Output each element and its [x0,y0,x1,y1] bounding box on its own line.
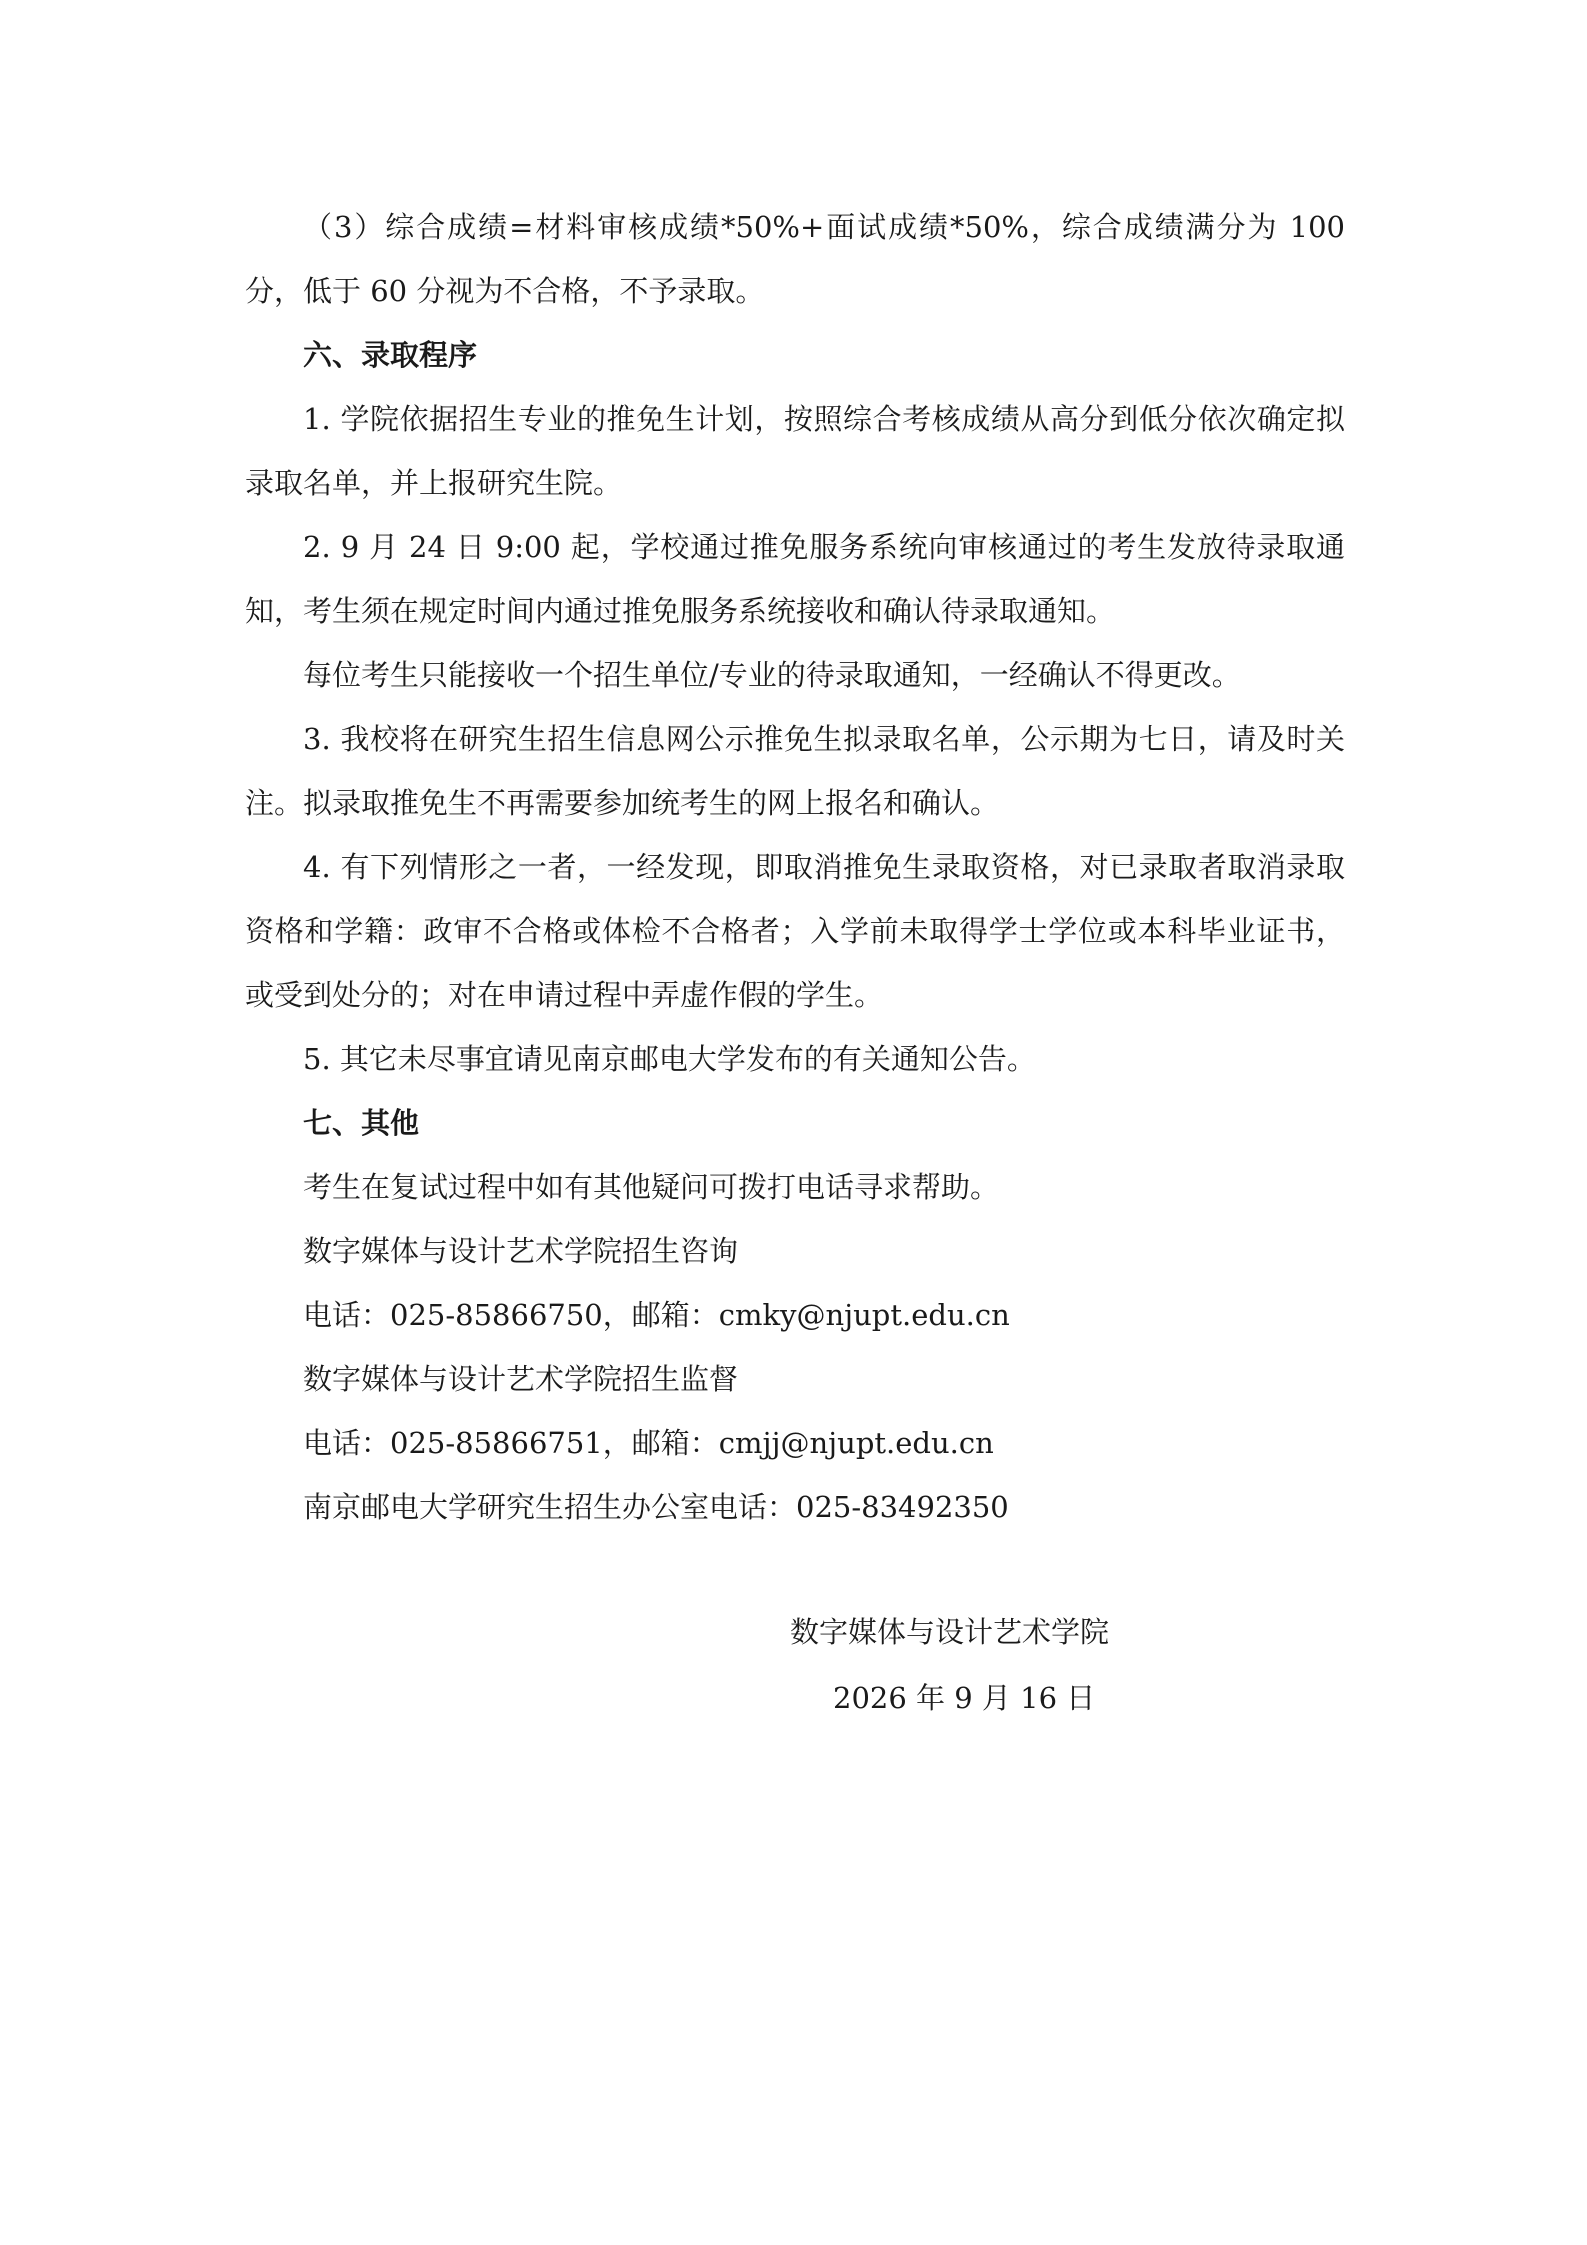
document-body [245,195,1345,1539]
section-heading-admission: 六、录取程序 [303,338,478,372]
admission-item-4: 4. 有下列情形之一者，一经发现，即取消推免生录取资格，对已录取者取消录取资格和学籍：政审不合格或体检不合格者；入学前未取得学士学位或本科毕业证书，或受到处分的；对在申请过程中弄虚作假的学生。 [245,850,1345,1012]
signature-date: 2026 年 9 月 16 日 [833,1681,1096,1715]
score-formula-paragraph: （3）综合成绩=材料审核成绩*50%+面试成绩*50%，综合成绩满分为 100 分，低于 60 分视为不合格，不予录取。 [245,210,1345,308]
admission-item-5: 5. 其它未尽事宜请见南京邮电大学发布的有关通知公告。 [303,1042,1036,1076]
consult-contact: 电话：025-85866750，邮箱：cmky@njupt.edu.cn [303,1298,1010,1332]
signature-org: 数字媒体与设计艺术学院 [790,1615,1110,1649]
supervise-title: 数字媒体与设计艺术学院招生监督 [303,1362,739,1396]
admission-item-3: 3. 我校将在研究生招生信息网公示推免生拟录取名单，公示期为七日，请及时关注。拟录取推免生不再需要参加统考生的网上报名和确认。 [245,722,1345,820]
supervise-contact: 电话：025-85866751，邮箱：cmjj@njupt.edu.cn [303,1426,994,1460]
help-intro: 考生在复试过程中如有其他疑问可拨打电话寻求帮助。 [303,1170,1000,1204]
admission-item-2: 2. 9 月 24 日 9:00 起，学校通过推免服务系统向审核通过的考生发放待录取通知，考生须在规定时间内通过推免服务系统接收和确认待录取通知。 [245,530,1345,628]
office-phone: 南京邮电大学研究生招生办公室电话：025-83492350 [303,1490,1009,1524]
consult-title: 数字媒体与设计艺术学院招生咨询 [303,1234,739,1268]
admission-note: 每位考生只能接收一个招生单位/专业的待录取通知，一经确认不得更改。 [303,658,1241,692]
admission-item-1: 1. 学院依据招生专业的推免生计划，按照综合考核成绩从高分到低分依次确定拟录取名单，并上报研究生院。 [245,402,1345,500]
section-heading-other: 七、其他 [303,1106,420,1140]
